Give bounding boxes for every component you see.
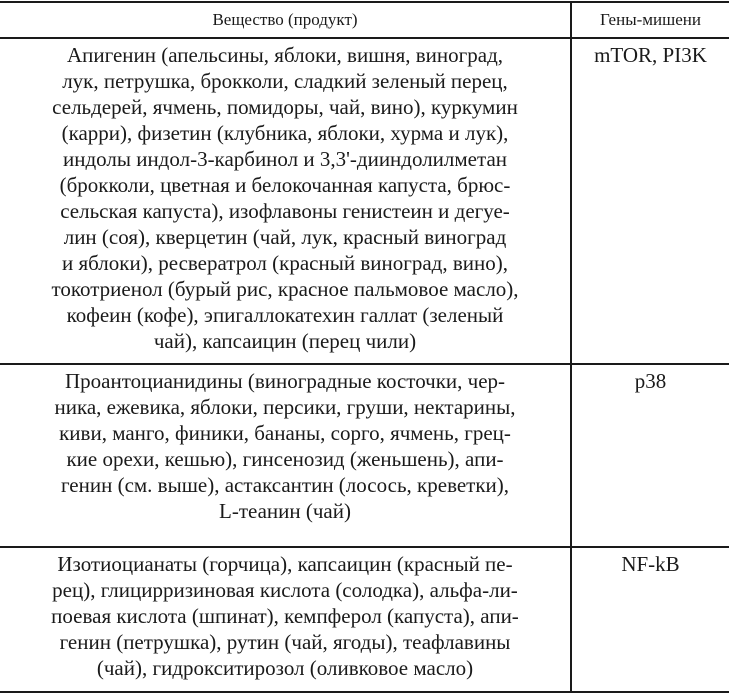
text-line: Изотиоцианаты (горчица), капсаицин (красный пе-: [57, 552, 513, 576]
text-line: сельдерей, ячмень, помидоры, чай, вино), куркумин: [52, 95, 518, 119]
substance-cell: [0, 547, 571, 692]
text-line: лин (соя), кверцетин (чай, лук, красный виноград: [63, 225, 507, 249]
text-line: (брокколи, цветная и белокочанная капуста, брюс-: [59, 173, 511, 197]
text-line: киви, манго, финики, бананы, сорго, ячмень, грец-: [59, 421, 511, 445]
text-line: генин (петрушка), рутин (чай, ягоды), теафлавины: [59, 630, 511, 654]
text-line: рец), глицирризиновая кислота (солодка), альфа-ли-: [52, 578, 518, 602]
target-genes-cell: p38: [634, 369, 667, 393]
text-line: чай), капсаицин (перец чили): [153, 329, 417, 353]
text-line: (чай), гидрокситирозол (оливковое масло): [96, 656, 474, 680]
text-line: лук, петрушка, брокколи, сладкий зеленый перец,: [62, 69, 508, 93]
text-line: L-теанин (чай): [219, 499, 351, 523]
text-line: кие орехи, кешью), гинсенозид (женьшень), апи-: [66, 447, 504, 471]
table-row: [0, 38, 729, 364]
text-line: поевая кислота (шпинат), кемпферол (капуста), апи-: [51, 604, 519, 628]
text-line: сельская капуста), изофлавоны генистеин и дегуе-: [60, 199, 510, 223]
header-row: [0, 2, 729, 38]
text-line: и яблоки), ресвератрол (красный виноград, вино),: [62, 251, 508, 275]
header-substance: Вещество (продукт): [0, 2, 571, 38]
text-line: генин (см. выше), астаксантин (лосось, креветки),: [60, 473, 510, 497]
substance-cell: [0, 38, 571, 364]
target-genes-cell: NF-kB: [621, 552, 680, 576]
header-target-genes: Гены-мишени: [600, 10, 701, 29]
text-line: токотриенол (бурый рис, красное пальмовое масло),: [51, 277, 519, 301]
text-line: индолы индол-3-карбинол и 3,3'-дииндолилметан: [62, 147, 507, 171]
text-line: Проантоцианидины (виноградные косточки, чер-: [64, 369, 506, 393]
substances-genes-table: [0, 1, 729, 693]
table-row: [0, 364, 729, 547]
text-line: (карри), физетин (клубника, яблоки, хурма и лук),: [61, 121, 509, 145]
text-line: кофеин (кофе), эпигаллокатехин галлат (зеленый: [66, 303, 504, 327]
table-header: [0, 2, 729, 38]
text-line: ника, ежевика, яблоки, персики, груши, нектарины,: [54, 395, 516, 419]
substance-cell: [0, 364, 571, 547]
text-line: Апигенин (апельсины, яблоки, вишня, виноград,: [66, 43, 504, 67]
target-genes-cell: mTOR, PI3K: [594, 43, 707, 67]
table-body: [0, 38, 729, 692]
table-row: [0, 547, 729, 692]
